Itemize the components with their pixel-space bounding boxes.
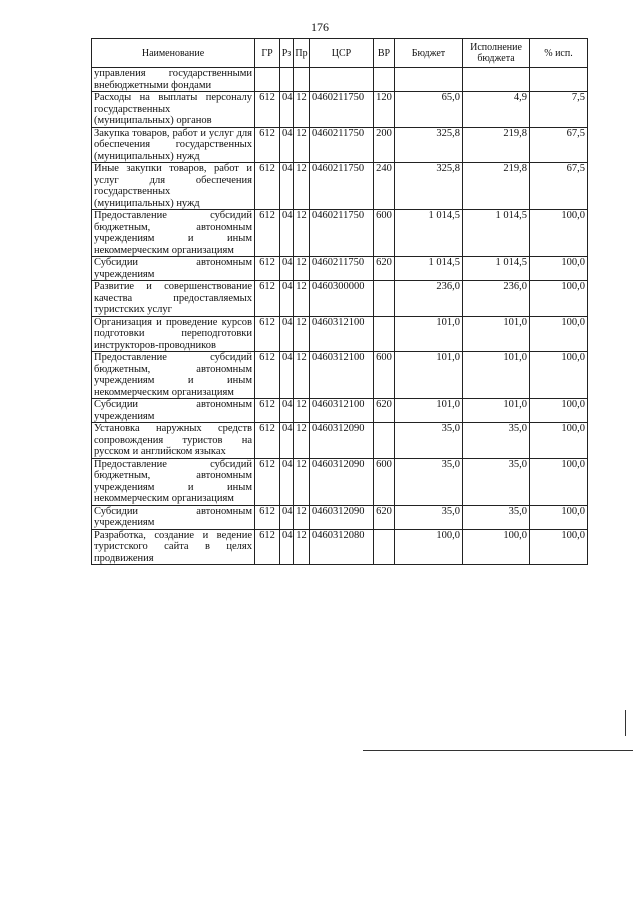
cell-gr: 612: [255, 458, 280, 505]
cell-execution: 101,0: [463, 352, 530, 399]
cell-rz: [280, 68, 294, 92]
table-row: [92, 127, 588, 163]
cell-pct: 100,0: [530, 458, 588, 505]
cell-execution: 219,8: [463, 127, 530, 163]
cell-csr: 0460312080: [310, 529, 374, 565]
table-row: [92, 316, 588, 352]
cell-vr: [374, 423, 395, 459]
cell-gr: 612: [255, 352, 280, 399]
cell-execution: 35,0: [463, 458, 530, 505]
cell-pr: 12: [294, 210, 310, 257]
cell-rz: 04: [280, 458, 294, 505]
cell-csr: 0460211750: [310, 127, 374, 163]
cell-csr: 0460300000: [310, 281, 374, 317]
cell-pct: 100,0: [530, 210, 588, 257]
cell-rz: 04: [280, 529, 294, 565]
cell-gr: 612: [255, 127, 280, 163]
cell-pr: [294, 68, 310, 92]
cell-pct: 67,5: [530, 127, 588, 163]
table-row: [92, 163, 588, 210]
cell-rz: 04: [280, 316, 294, 352]
cell-name: Разработка, создание и ведение туристского сайта в целях продвижения: [92, 529, 255, 565]
cell-vr: 620: [374, 399, 395, 423]
table-row: [92, 352, 588, 399]
header-csr: ЦСР: [310, 39, 374, 68]
cell-pr: 12: [294, 127, 310, 163]
cell-csr: [310, 68, 374, 92]
cell-budget: 101,0: [395, 316, 463, 352]
cell-execution: 35,0: [463, 505, 530, 529]
cell-pr: 12: [294, 529, 310, 565]
cell-rz: 04: [280, 352, 294, 399]
cell-budget: 325,8: [395, 127, 463, 163]
cell-pr: 12: [294, 423, 310, 459]
cell-vr: 240: [374, 163, 395, 210]
header-gr: ГР: [255, 39, 280, 68]
cell-gr: 612: [255, 423, 280, 459]
cell-execution: 1 014,5: [463, 257, 530, 281]
cell-name: Организация и проведение курсов подготовки переподготовки инструкторов-проводников: [92, 316, 255, 352]
table-row: [92, 92, 588, 128]
cell-rz: 04: [280, 163, 294, 210]
table-row: [92, 281, 588, 317]
cell-rz: 04: [280, 257, 294, 281]
cell-budget: 101,0: [395, 399, 463, 423]
cell-pct: 100,0: [530, 505, 588, 529]
cell-gr: 612: [255, 163, 280, 210]
cell-name: Иные закупки товаров, работ и услуг для обеспечения государственных (муниципальных) нужд: [92, 163, 255, 210]
table-row: [92, 257, 588, 281]
cell-budget: 35,0: [395, 505, 463, 529]
cell-gr: 612: [255, 257, 280, 281]
cell-pct: 100,0: [530, 257, 588, 281]
cell-vr: [374, 316, 395, 352]
cell-name: Расходы на выплаты персоналу государственных (муниципальных) органов: [92, 92, 255, 128]
cell-csr: 0460211750: [310, 92, 374, 128]
cell-name: Субсидии автономным учреждениям: [92, 257, 255, 281]
cell-budget: 236,0: [395, 281, 463, 317]
header-pr: Пр: [294, 39, 310, 68]
table-header-row: [92, 39, 588, 68]
cell-gr: 612: [255, 529, 280, 565]
cell-name: Развитие и совершенствование качества предоставляемых туристских услуг: [92, 281, 255, 317]
cell-pct: 7,5: [530, 92, 588, 128]
cell-rz: 04: [280, 210, 294, 257]
cell-pct: [530, 68, 588, 92]
cell-budget: [395, 68, 463, 92]
cell-gr: 612: [255, 281, 280, 317]
cell-name: Предоставление субсидий бюджетным, автономным учреждениям и иным некоммерческим организациям: [92, 352, 255, 399]
cell-vr: 600: [374, 352, 395, 399]
cell-gr: 612: [255, 505, 280, 529]
cell-gr: 612: [255, 316, 280, 352]
cell-budget: 1 014,5: [395, 257, 463, 281]
cell-budget: 100,0: [395, 529, 463, 565]
cell-pct: 100,0: [530, 399, 588, 423]
cell-budget: 65,0: [395, 92, 463, 128]
cell-execution: 35,0: [463, 423, 530, 459]
cell-pr: 12: [294, 281, 310, 317]
cell-name: Установка наружных средств сопровождения туристов на русском и английском языках: [92, 423, 255, 459]
cell-pr: 12: [294, 399, 310, 423]
header-vr: ВР: [374, 39, 395, 68]
cell-vr: 600: [374, 458, 395, 505]
cell-csr: 0460312100: [310, 352, 374, 399]
cell-csr: 0460312100: [310, 316, 374, 352]
cell-pr: 12: [294, 257, 310, 281]
cell-pr: 12: [294, 458, 310, 505]
cell-pct: 100,0: [530, 316, 588, 352]
cell-budget: 101,0: [395, 352, 463, 399]
cell-execution: 1 014,5: [463, 210, 530, 257]
cell-name: Предоставление субсидий бюджетным, автономным учреждениям и иным некоммерческим организациям: [92, 458, 255, 505]
cell-pr: 12: [294, 316, 310, 352]
cell-rz: 04: [280, 127, 294, 163]
cell-vr: 620: [374, 257, 395, 281]
cell-pr: 12: [294, 92, 310, 128]
table-row: [92, 423, 588, 459]
cell-pct: 100,0: [530, 423, 588, 459]
table-row: [92, 210, 588, 257]
header-name: Наименование: [92, 39, 255, 68]
footer-rule: [363, 750, 633, 751]
page-number: 176: [311, 20, 329, 34]
cell-gr: 612: [255, 92, 280, 128]
cell-csr: 0460211750: [310, 163, 374, 210]
cell-vr: 600: [374, 210, 395, 257]
header-rz: Рз: [280, 39, 294, 68]
cell-name: управления государственными внебюджетными фондами: [92, 68, 255, 92]
cell-name: Субсидии автономным учреждениям: [92, 399, 255, 423]
cell-gr: 612: [255, 399, 280, 423]
cell-pr: 12: [294, 163, 310, 210]
table-body: [92, 68, 588, 565]
table-row: [92, 505, 588, 529]
cell-gr: 612: [255, 210, 280, 257]
cell-execution: [463, 68, 530, 92]
table-row: [92, 68, 588, 92]
cell-budget: 325,8: [395, 163, 463, 210]
header-pct: % исп.: [530, 39, 588, 68]
cell-pct: 100,0: [530, 352, 588, 399]
cell-vr: 620: [374, 505, 395, 529]
cell-name: Субсидии автономным учреждениям: [92, 505, 255, 529]
cell-csr: 0460312090: [310, 423, 374, 459]
cell-name: Закупка товаров, работ и услуг для обеспечения государственных (муниципальных) нужд: [92, 127, 255, 163]
cell-vr: [374, 68, 395, 92]
cell-execution: 100,0: [463, 529, 530, 565]
cell-pr: 12: [294, 505, 310, 529]
cell-csr: 0460211750: [310, 210, 374, 257]
cell-rz: 04: [280, 505, 294, 529]
cell-execution: 236,0: [463, 281, 530, 317]
cell-budget: 35,0: [395, 423, 463, 459]
cell-vr: 120: [374, 92, 395, 128]
table-row: [92, 458, 588, 505]
cell-rz: 04: [280, 399, 294, 423]
cell-vr: [374, 529, 395, 565]
table-row: [92, 529, 588, 565]
cell-rz: 04: [280, 281, 294, 317]
cell-execution: 101,0: [463, 399, 530, 423]
cell-execution: 219,8: [463, 163, 530, 210]
cell-name: Предоставление субсидий бюджетным, автономным учреждениям и иным некоммерческим организациям: [92, 210, 255, 257]
budget-table: [91, 38, 588, 565]
cell-execution: 101,0: [463, 316, 530, 352]
cell-vr: [374, 281, 395, 317]
cell-pr: 12: [294, 352, 310, 399]
header-budget: Бюджет: [395, 39, 463, 68]
cell-budget: 35,0: [395, 458, 463, 505]
cell-pct: 100,0: [530, 529, 588, 565]
cell-pct: 67,5: [530, 163, 588, 210]
cell-csr: 0460312100: [310, 399, 374, 423]
header-execution: Исполнение бюджета: [463, 39, 530, 68]
cell-csr: 0460312090: [310, 458, 374, 505]
cell-csr: 0460211750: [310, 257, 374, 281]
cell-rz: 04: [280, 423, 294, 459]
table-row: [92, 399, 588, 423]
cell-gr: [255, 68, 280, 92]
cell-pct: 100,0: [530, 281, 588, 317]
cell-rz: 04: [280, 92, 294, 128]
margin-mark: [625, 710, 626, 736]
cell-budget: 1 014,5: [395, 210, 463, 257]
cell-csr: 0460312090: [310, 505, 374, 529]
cell-vr: 200: [374, 127, 395, 163]
cell-execution: 4,9: [463, 92, 530, 128]
